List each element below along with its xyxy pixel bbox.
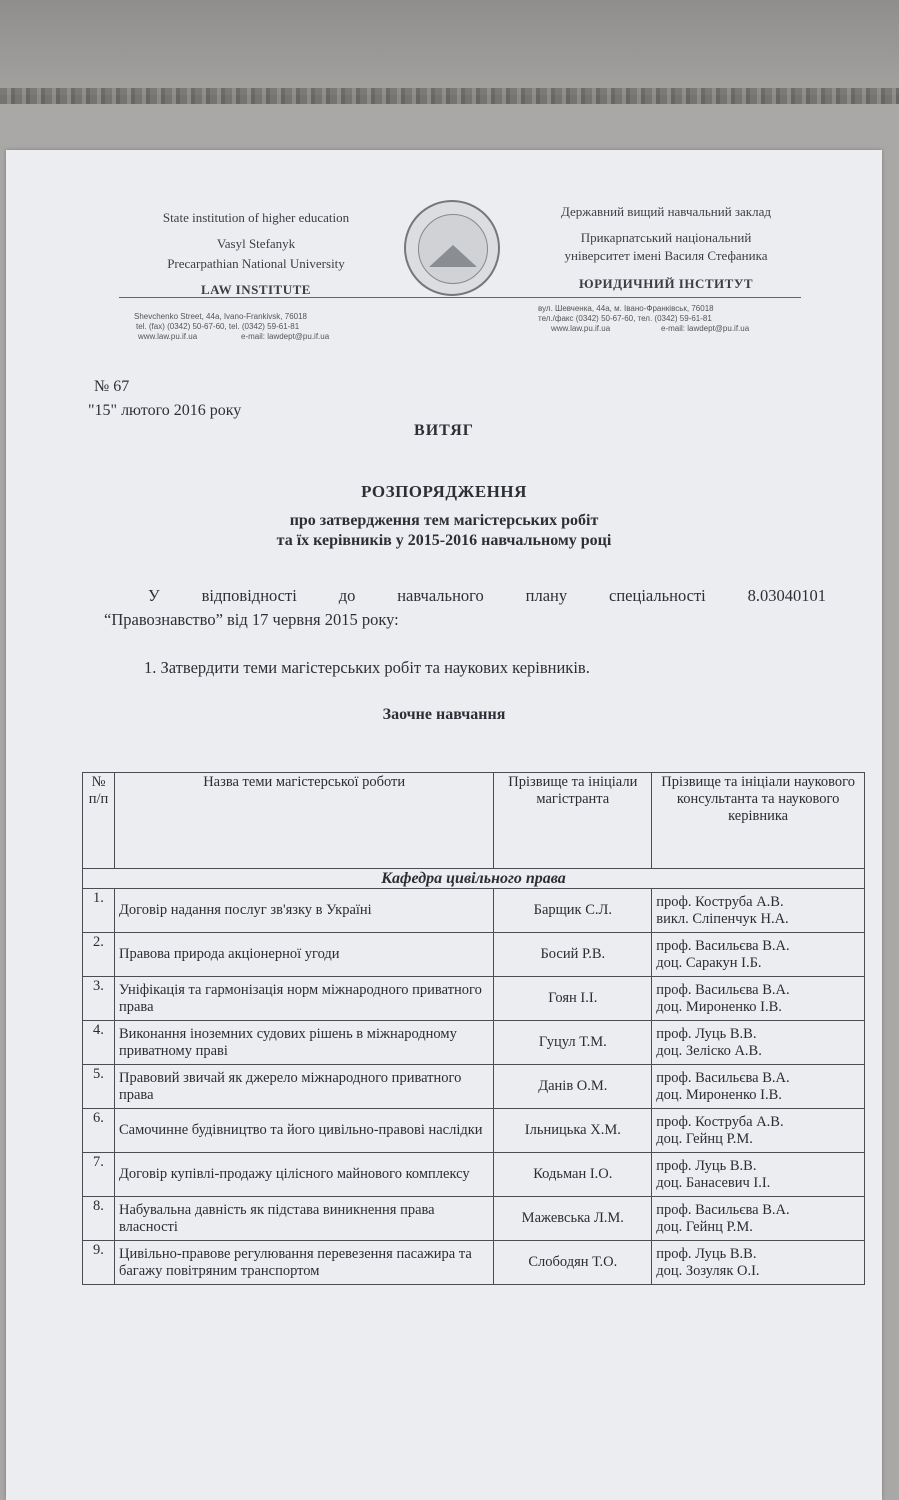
row-supervisors <box>652 1021 865 1065</box>
row-supervisor-1: проф. Луць В.В. <box>656 1245 757 1262</box>
thesis-table <box>82 772 865 1285</box>
row-topic: Уніфікація та гармонізація норм міжнародного приватного права <box>114 977 493 1021</box>
header-en-line2: Vasyl Stefanyk <box>216 236 296 251</box>
header-ua-line3: університет імені Василя Стефаника <box>564 248 768 263</box>
row-supervisor-1: проф. Коструба А.В. <box>656 1113 784 1130</box>
doc-paragraph-line1: У відповідності до навчального плану спеціальності 8.03040101 <box>148 586 826 605</box>
contact-ua-web: www.law.pu.if.ua <box>551 324 611 333</box>
contact-en-web: www.law.pu.if.ua <box>138 332 198 341</box>
table-row <box>83 1153 865 1197</box>
row-number: 2. <box>83 933 115 977</box>
row-topic: Правова природа акціонерної угоди <box>114 933 493 977</box>
doc-title: РОЗПОРЯДЖЕННЯ <box>361 482 527 501</box>
row-student: Ільницька Х.М. <box>494 1109 652 1153</box>
row-number: 6. <box>83 1109 115 1153</box>
row-student: Гуцул Т.М. <box>494 1021 652 1065</box>
header-divider <box>119 297 801 298</box>
row-supervisors <box>652 933 865 977</box>
row-supervisors <box>652 889 865 933</box>
row-topic: Цивільно-правове регулювання перевезення пасажира та багажу повітряним транспортом <box>114 1241 493 1285</box>
row-student: Мажевська Л.М. <box>494 1197 652 1241</box>
row-supervisor-1: проф. Луць В.В. <box>656 1157 757 1174</box>
row-topic: Договір купівлі-продажу цілісного майнового комплексу <box>114 1153 493 1197</box>
row-supervisors <box>652 1065 865 1109</box>
table-row <box>83 889 865 933</box>
doc-kind: ВИТЯГ <box>414 422 474 439</box>
row-topic: Правовий звичай як джерело міжнародного приватного права <box>114 1065 493 1109</box>
row-topic: Набувальна давність як підстава виникнення права власності <box>114 1197 493 1241</box>
logo-mountain-icon <box>429 245 477 267</box>
table-row <box>83 1241 865 1285</box>
doc-subtitle-line2: та їх керівників у 2015-2016 навчальному році <box>276 532 612 549</box>
row-supervisors <box>652 1153 865 1197</box>
table-row <box>83 1021 865 1065</box>
row-student: Слободян Т.О. <box>494 1241 652 1285</box>
row-number: 4. <box>83 1021 115 1065</box>
row-supervisors <box>652 977 865 1021</box>
contact-en-phone: tel. (fax) (0342) 50-67-60, tel. (0342) 59-61-81 <box>136 322 300 331</box>
doc-subtitle-line1: про затвердження тем магістерських робіт <box>289 512 599 529</box>
row-supervisor-2: доц. Гейнц Р.М. <box>656 1218 753 1235</box>
row-topic: Самочинне будівництво та його цивільно-правові наслідки <box>114 1109 493 1153</box>
row-supervisors <box>652 1197 865 1241</box>
department-row <box>83 869 865 889</box>
row-supervisor-1: проф. Васильєва В.А. <box>656 1201 790 1218</box>
row-topic: Виконання іноземних судових рішень в міжнародному приватному праві <box>114 1021 493 1065</box>
header-ua-line1: Державний вищий навчальний заклад <box>561 204 771 219</box>
row-student: Данів О.М. <box>494 1065 652 1109</box>
row-supervisor-2: доц. Зозуляк О.І. <box>656 1262 760 1279</box>
row-number: 3. <box>83 977 115 1021</box>
header-ua-institute: ЮРИДИЧНИЙ ІНСТИТУТ <box>578 276 754 291</box>
department-name: Кафедра цивільного права <box>83 869 865 889</box>
wall-background <box>0 0 899 95</box>
header-num: № п/п <box>83 773 115 869</box>
row-student: Кодьман І.О. <box>494 1153 652 1197</box>
row-supervisor-1: проф. Коструба А.В. <box>656 893 784 910</box>
row-supervisor-1: проф. Васильєва В.А. <box>656 1069 790 1086</box>
contact-en-email: e-mail: lawdept@pu.if.ua <box>241 332 330 341</box>
document-page <box>6 150 882 1500</box>
row-topic: Договір надання послуг зв'язку в Україні <box>114 889 493 933</box>
row-number: 5. <box>83 1065 115 1109</box>
table-header-row <box>83 773 865 869</box>
row-number: 8. <box>83 1197 115 1241</box>
header-en-institute: LAW INSTITUTE <box>201 282 311 297</box>
row-supervisor-2: доц. Саракун І.Б. <box>656 954 762 971</box>
table-row <box>83 933 865 977</box>
row-supervisor-2: доц. Мироненко І.В. <box>656 998 782 1015</box>
wall-molding <box>0 88 899 104</box>
header-student: Прізвище та ініціали магістранта <box>494 773 652 869</box>
row-supervisor-2: доц. Зеліско А.В. <box>656 1042 762 1059</box>
section-heading: Заочне навчання <box>382 706 506 723</box>
row-supervisors <box>652 1109 865 1153</box>
row-student: Гоян І.І. <box>494 977 652 1021</box>
row-supervisor-2: доц. Банасевич І.І. <box>656 1174 771 1191</box>
contact-ua-phone: тел./факс (0342) 50-67-60, тел. (0342) 59-61-81 <box>538 314 712 323</box>
doc-number: № 67 <box>94 378 130 395</box>
row-supervisor-2: доц. Гейнц Р.М. <box>656 1130 753 1147</box>
row-supervisor-1: проф. Васильєва В.А. <box>656 937 790 954</box>
header-en-line3: Precarpathian National University <box>167 256 345 271</box>
university-logo <box>404 200 500 296</box>
table-body <box>83 889 865 1285</box>
contact-ua-address: вул. Шевченка, 44а, м. Івано-Франківськ, 76018 <box>538 304 714 313</box>
row-supervisor-1: проф. Луць В.В. <box>656 1025 757 1042</box>
table-row <box>83 1065 865 1109</box>
table-row <box>83 1109 865 1153</box>
table-row <box>83 977 865 1021</box>
row-supervisor-1: проф. Васильєва В.А. <box>656 981 790 998</box>
doc-item-1: 1. Затвердити теми магістерських робіт та наукових керівників. <box>144 658 590 677</box>
contact-en-address: Shevchenko Street, 44a, Ivano-Frankivsk, 76018 <box>134 312 307 321</box>
row-student: Босий Р.В. <box>494 933 652 977</box>
row-student: Барщик С.Л. <box>494 889 652 933</box>
row-number: 1. <box>83 889 115 933</box>
header-en-line1: State institution of higher education <box>162 210 350 225</box>
logo-emblem <box>418 214 488 284</box>
header-topic: Назва теми магістерської роботи <box>114 773 493 869</box>
doc-date: "15" лютого 2016 року <box>88 402 242 419</box>
row-number: 7. <box>83 1153 115 1197</box>
row-number: 9. <box>83 1241 115 1285</box>
row-supervisor-2: доц. Мироненко І.В. <box>656 1086 782 1103</box>
header-ua-line2: Прикарпатський національний <box>580 230 752 245</box>
row-supervisors <box>652 1241 865 1285</box>
row-supervisor-2: викл. Сліпенчук Н.А. <box>656 910 789 927</box>
table-row <box>83 1197 865 1241</box>
header-supervisor: Прізвище та ініціали наукового консультанта та наукового керівника <box>652 773 865 869</box>
contact-ua-email: e-mail: lawdept@pu.if.ua <box>661 324 750 333</box>
doc-paragraph-line2: “Правознавство” від 17 червня 2015 року: <box>104 610 399 629</box>
